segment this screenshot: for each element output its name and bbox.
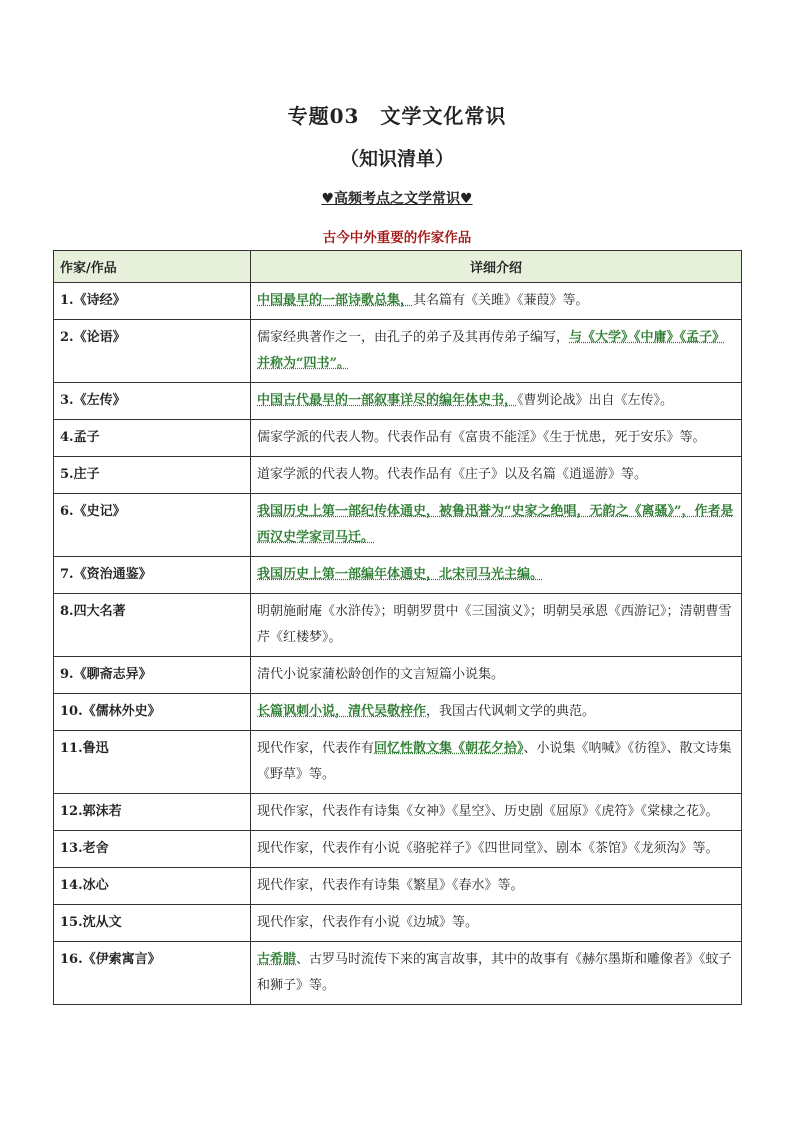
work-name-cell: 14.冰心 (54, 868, 251, 905)
work-detail-cell (251, 694, 742, 731)
work-name-cell: 11.鲁迅 (54, 731, 251, 794)
highlighted-text: 长篇讽刺小说，清代吴敬梓作 (257, 704, 427, 719)
section-heading (0, 188, 794, 208)
detail-text: 现代作家，代表作有小说《骆驼祥子》《四世同堂》、剧本《茶馆》《龙须沟》等。 (257, 841, 719, 856)
work-detail-cell (251, 905, 742, 942)
highlighted-text: 我国历史上第一部编年体通史，北宋司马光主编。 (257, 567, 544, 582)
work-name-cell: 10.《儒林外史》 (54, 694, 251, 731)
work-name-cell: 5.庄子 (54, 457, 251, 494)
work-detail-cell (251, 794, 742, 831)
table-row (54, 942, 742, 1005)
work-name-cell: 12.郭沫若 (54, 794, 251, 831)
table-row (54, 831, 742, 868)
work-detail-cell (251, 494, 742, 557)
detail-text: 明朝施耐庵《水浒传》；明朝罗贯中《三国演义》；明朝吴承恩《西游记》；清朝曹雪芹《红楼梦》。 (257, 604, 732, 645)
table-row (54, 905, 742, 942)
detail-text: 现代作家，代表作有 (257, 741, 375, 756)
table-row (54, 731, 742, 794)
table-row (54, 794, 742, 831)
page-title: 专题03 文学文化常识 (287, 104, 507, 128)
detail-text: 现代作家，代表作有小说《边城》等。 (257, 915, 479, 930)
detail-text: 儒家经典著作之一，由孔子的弟子及其再传弟子编写， (257, 330, 570, 345)
work-name-cell: 15.沈从文 (54, 905, 251, 942)
table-row (54, 494, 742, 557)
authors-works-table (53, 250, 742, 1005)
highlighted-text: 与《大学》《中庸》《孟子》并称为“四书”。 (257, 330, 726, 371)
highlighted-text: 我国历史上第一部纪传体通史，被鲁迅誉为“史家之绝唱，无韵之《离骚》”，作者是西汉史学家司马迁。 (257, 504, 734, 545)
detail-text: 清代小说家蒲松龄创作的文言短篇小说集。 (257, 667, 505, 682)
detail-text: 《曹刿论战》出自《左传》。 (517, 393, 674, 408)
work-detail-cell (251, 557, 742, 594)
work-detail-cell (251, 594, 742, 657)
work-name-cell: 4.孟子 (54, 420, 251, 457)
work-detail-cell (251, 383, 742, 420)
table-row (54, 283, 742, 320)
work-name-cell: 1.《诗经》 (54, 283, 251, 320)
detail-text: 、小说集《呐喊》《彷徨》、散文诗集《野草》等。 (257, 741, 732, 782)
work-detail-cell (251, 942, 742, 1005)
table-caption: 古今中外重要的作家作品 (322, 230, 472, 246)
highlighted-text: 中国最早的一部诗歌总集， (257, 293, 414, 308)
work-name-cell: 7.《资治通鉴》 (54, 557, 251, 594)
work-name-cell: 8.四大名著 (54, 594, 251, 657)
table-header-row (54, 251, 742, 283)
table-row (54, 594, 742, 657)
column-header-author: 作家/作品 (54, 251, 251, 283)
work-detail-cell (251, 320, 742, 383)
work-detail-cell (251, 457, 742, 494)
work-name-cell: 16.《伊索寓言》 (54, 942, 251, 1005)
detail-text: ，我国古代讽刺文学的典范。 (426, 704, 596, 719)
work-name-cell: 3.《左传》 (54, 383, 251, 420)
table-row (54, 657, 742, 694)
table-row (54, 868, 742, 905)
detail-text: 儒家学派的代表人物。代表作品有《富贵不能淫》《生于忧患，死于安乐》等。 (257, 430, 706, 445)
detail-text: 现代作家，代表作有诗集《繁星》《春水》等。 (257, 878, 524, 893)
work-detail-cell (251, 831, 742, 868)
detail-text: 现代作家，代表作有诗集《女神》《星空》、历史剧《屈原》《虎符》《棠棣之花》。 (257, 804, 719, 819)
work-detail-cell (251, 731, 742, 794)
work-name-cell: 9.《聊斋志异》 (54, 657, 251, 694)
table-row (54, 457, 742, 494)
work-detail-cell (251, 868, 742, 905)
table-row (54, 694, 742, 731)
work-detail-cell (251, 420, 742, 457)
work-name-cell: 13.老舍 (54, 831, 251, 868)
highlighted-text: 回忆性散文集《朝花夕拾》 (374, 741, 524, 756)
highlighted-text: 中国古代最早的一部叙事详尽的编年体史书， (257, 393, 518, 408)
column-header-detail: 详细介绍 (251, 251, 742, 283)
table-body (54, 283, 742, 1005)
work-detail-cell (251, 657, 742, 694)
table-row (54, 383, 742, 420)
table-row (54, 420, 742, 457)
table-row (54, 320, 742, 383)
detail-text: 其名篇有《关雎》《蒹葭》等。 (413, 293, 589, 308)
page-subtitle: （知识清单） (339, 148, 454, 170)
work-detail-cell (251, 283, 742, 320)
detail-text: 道家学派的代表人物。代表作品有《庄子》以及名篇《逍遥游》等。 (257, 467, 648, 482)
table-row (54, 557, 742, 594)
section-heading-text: ♥高频考点之文学常识♥ (321, 191, 473, 207)
work-name-cell: 2.《论语》 (54, 320, 251, 383)
detail-text: 、古罗马时流传下来的寓言故事，其中的故事有《赫尔墨斯和雕像者》《蚊子和狮子》等。 (257, 952, 732, 993)
highlighted-text: 古希腊 (257, 952, 297, 967)
work-name-cell: 6.《史记》 (54, 494, 251, 557)
